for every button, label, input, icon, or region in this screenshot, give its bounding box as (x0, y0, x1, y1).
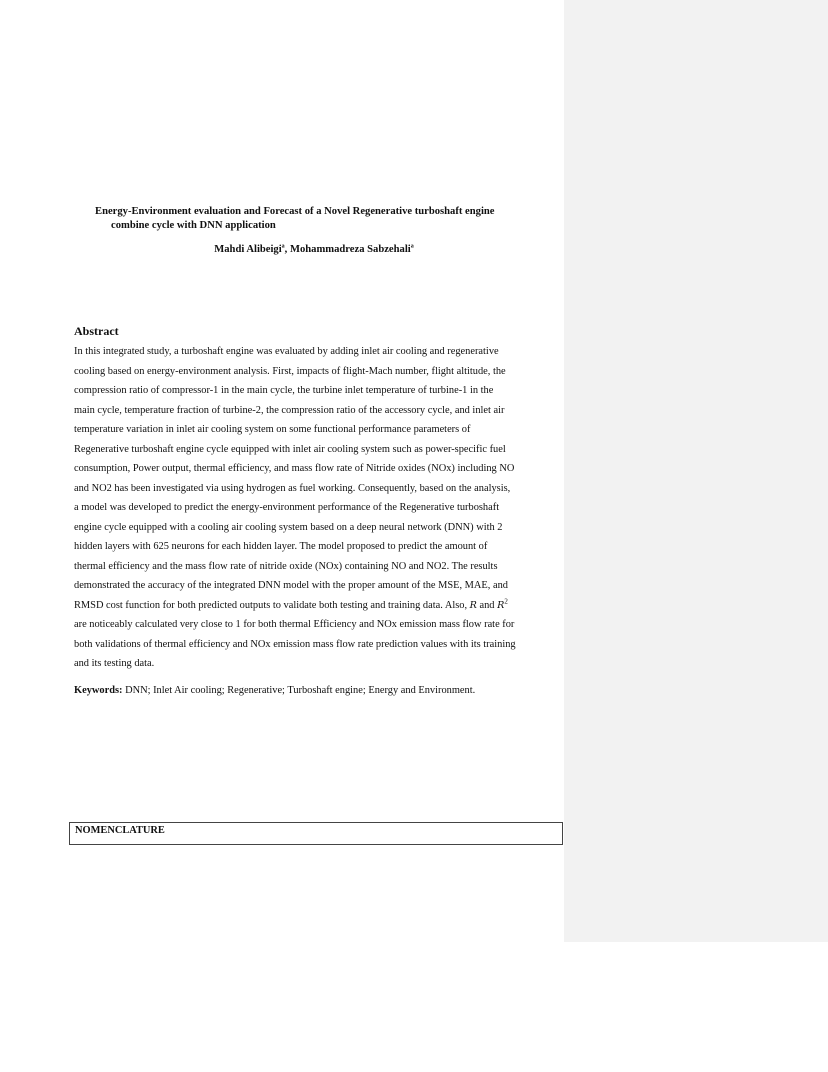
author-name: Mahdi Alibeigi (214, 244, 282, 255)
keywords-label: Keywords: (74, 685, 123, 696)
abstract-line-text: RMSD cost function for both predicted outputs to validate both testing and training data. Also, (74, 599, 470, 611)
abstract-line: and its testing data. (74, 658, 155, 669)
keywords-text: DNN; Inlet Air cooling; Regenerative; Turboshaft engine; Energy and Environment. (122, 685, 476, 696)
abstract-body (74, 342, 556, 674)
abstract-line: cooling based on energy-environment analysis. First, impacts of flight-Mach number, flight altitude, the (74, 365, 506, 377)
paper-title (95, 205, 555, 233)
abstract-line: In this integrated study, a turboshaft engine was evaluated by adding inlet air cooling and regenerative (74, 346, 499, 357)
abstract-line: consumption, Power output, thermal efficiency, and mass flow rate of Nitride oxides (NOx) including NO (74, 463, 515, 474)
nomenclature-box (69, 822, 563, 845)
abstract-line (74, 596, 556, 616)
abstract-line: are noticeably calculated very close to 1 for both thermal Efficiency and NOx emission mass flow rate for (74, 619, 515, 630)
author-list (0, 243, 628, 257)
abstract-line: Regenerative turboshaft engine cycle equipped with inlet air cooling system such as power-specific fuel (74, 443, 506, 455)
abstract-line: engine cycle equipped with a cooling air cooling system based on a deep neural network (DNN) with 2 (74, 521, 503, 533)
author-affiliation: a (281, 243, 285, 250)
abstract-line: and NO2 has been investigated via using hydrogen as fuel working. Consequently, based on the analysis, (74, 482, 511, 494)
title-line-2: combine cycle with DNN application (111, 220, 276, 231)
abstract-line: main cycle, temperature fraction of turbine-2, the compression ratio of the accessory cycle, and inlet air (74, 404, 505, 416)
abstract-line: hidden layers with 625 neurons for each hidden layer. The model proposed to predict the amount of (74, 541, 488, 552)
keywords (74, 683, 475, 699)
title-line-1: Energy-Environment evaluation and Forecast of a Novel Regenerative turboshaft engine (95, 206, 495, 217)
nomenclature-heading: NOMENCLATURE (75, 825, 165, 836)
abstract-line: a model was developed to predict the energy-environment performance of the Regenerative turboshaft (74, 502, 500, 513)
abstract-line-text: and (476, 599, 498, 611)
author-separator: , (284, 244, 290, 255)
math-symbol-r-squared: R (497, 599, 505, 611)
abstract-line: compression ratio of compressor-1 in the main cycle, the turbine inlet temperature of turbine-1 in the (74, 385, 494, 396)
author-name: Mohammadreza Sabzehali (289, 244, 411, 255)
abstract-line: temperature variation in inlet air cooling system on some functional performance parameters of (74, 424, 471, 435)
math-symbol-r: R (469, 599, 477, 611)
abstract-heading: Abstract (74, 324, 119, 338)
math-superscript: 2 (504, 597, 508, 606)
abstract-line: thermal efficiency and the mass flow rate of nitride oxide (NOx) containing NO and NO2. The results (74, 560, 498, 572)
abstract-line: both validations of thermal efficiency and NOx emission mass flow rate prediction values with its training (74, 638, 516, 650)
author-affiliation: a (410, 243, 414, 250)
comment-pane (564, 0, 828, 942)
abstract-line: demonstrated the accuracy of the integrated DNN model with the proper amount of the MSE, MAE, and (74, 580, 508, 591)
